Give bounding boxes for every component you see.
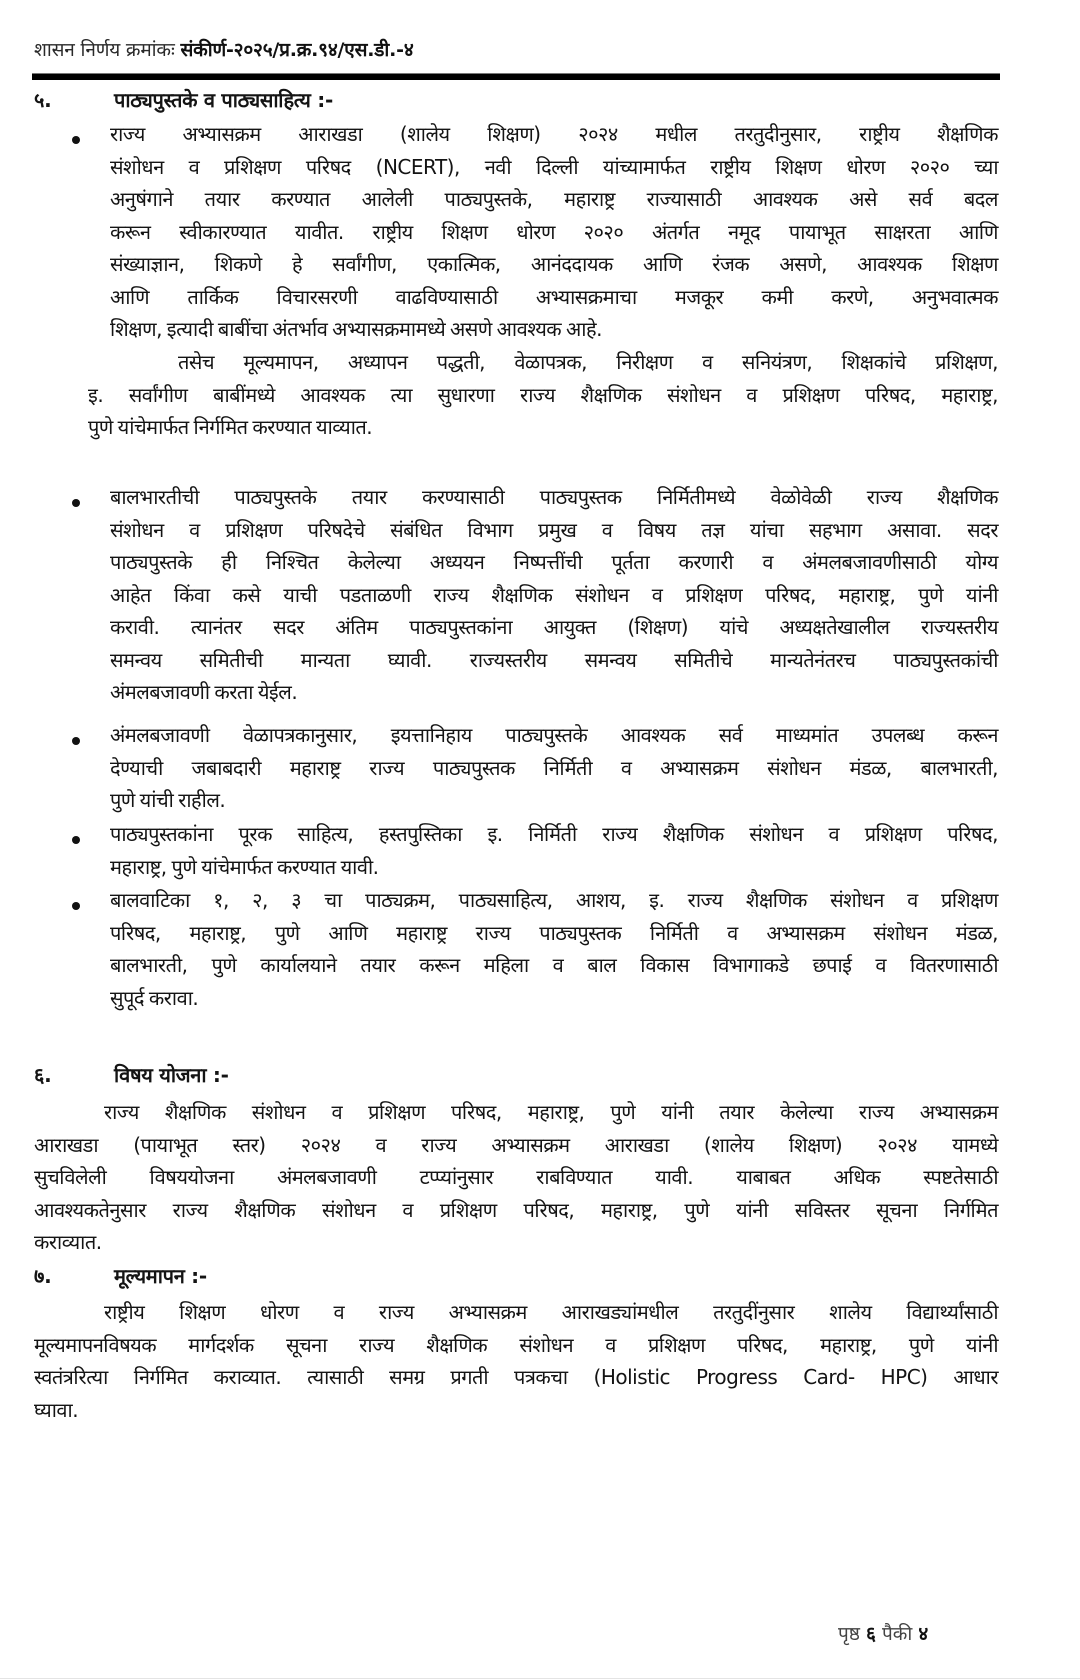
- section-5-bullet-5: [110, 884, 998, 1014]
- section-7-body: [34, 1296, 998, 1426]
- text-line: बालवाटिका १, २, ३ चा पाठ्यक्रम, पाठ्यसाहित्य, आशय, इ. राज्य शैक्षणिक संशोधन व प्रशिक्षण: [110, 888, 998, 912]
- section-6-body: [34, 1096, 998, 1259]
- of-label: पैकी: [875, 1623, 919, 1645]
- text-line: आणि तार्किक विचारसरणी वाढविण्यासाठी अभ्यासक्रमाचा मजकूर कमी करणे, अनुभवात्मक: [110, 284, 998, 309]
- section-title: मूल्यमापन :-: [114, 1264, 207, 1288]
- text-line: राज्य शैक्षणिक संशोधन व प्रशिक्षण परिषद, महाराष्ट्र, पुणे यांनी तयार केलेल्या राज्य अभ्यासक्रम: [104, 1100, 998, 1124]
- section-6-heading: [34, 1061, 229, 1088]
- text-line: आवश्यकतेनुसार राज्य शैक्षणिक संशोधन व प्रशिक्षण परिषद, महाराष्ट्र, पुणे यांनी सविस्तर सूचना निर्गमित: [34, 1197, 998, 1222]
- page-bottom-edge: [0, 1678, 1080, 1679]
- text-line: इ. सर्वांगीण बाबींमध्ये आवश्यक त्या सुधारणा राज्य शैक्षणिक संशोधन व प्रशिक्षण परिषद, महाराष्ट्र,: [88, 382, 998, 407]
- text-line: संशोधन व प्रशिक्षण परिषद (NCERT), नवी दिल्ली यांच्यामार्फत राष्ट्रीय शिक्षण धोरण २०२० च्या: [110, 154, 998, 179]
- text-line: कराव्यात.: [34, 1230, 102, 1254]
- bullet-icon: [72, 836, 80, 844]
- text-line: अंमलबजावणी वेळापत्रकानुसार, इयत्तानिहाय पाठ्यपुस्तके आवश्यक सर्व माध्यमांत उपलब्ध करून: [110, 723, 998, 747]
- section-7-heading: [34, 1262, 207, 1289]
- section-5-bullet-1: [110, 118, 998, 346]
- text-line: पुणे यांचेमार्फत निर्गमित करण्यात याव्यात.: [88, 415, 373, 439]
- section-5-heading: [34, 86, 333, 113]
- text-line: तसेच मूल्यमापन, अध्यापन पद्धती, वेळापत्रक, निरीक्षण व सनियंत्रण, शिक्षकांचे प्रशिक्षण,: [178, 350, 998, 374]
- bullet-icon: [72, 902, 80, 910]
- text-line: घ्यावा.: [34, 1397, 79, 1422]
- bullet-icon: [72, 737, 80, 745]
- text-line: देण्याची जबाबदारी महाराष्ट्र राज्य पाठ्यपुस्तक निर्मिती व अभ्यासक्रम संशोधन मंडळ, बालभारती,: [110, 755, 998, 780]
- text-line: सुपूर्द करावा.: [110, 985, 199, 1010]
- current-page-number: ६: [866, 1623, 876, 1645]
- text-line: सुचविलेली विषययोजना अंमलबजावणी टप्प्यांनुसार राबविण्यात यावी. याबाबत अधिक स्पष्टतेसाठी: [34, 1165, 998, 1189]
- text-line: अंमलबजावणी करता येईल.: [110, 680, 298, 704]
- page-number-footer: [838, 1620, 928, 1646]
- text-line: आहेत किंवा कसे याची पडताळणी राज्य शैक्षणिक संशोधन व प्रशिक्षण परिषद, महाराष्ट्र, पुणे यांनी: [110, 582, 998, 607]
- page-label: पृष्ठ: [838, 1623, 867, 1645]
- text-line: आराखडा (पायाभूत स्तर) २०२४ व राज्य अभ्यासक्रम आराखडा (शालेय शिक्षण) २०२४ यामध्ये: [34, 1132, 998, 1157]
- text-line: संशोधन व प्रशिक्षण परिषदेचे संबंधित विभाग प्रमुख व विषय तज्ञ यांचा सहभाग असावा. सदर: [110, 517, 998, 542]
- text-line: राज्य अभ्यासक्रम आराखडा (शालेय शिक्षण) २०२४ मधील तरतुदीनुसार, राष्ट्रीय शैक्षणिक: [110, 122, 998, 146]
- header-rule: [32, 73, 1000, 80]
- text-line: संख्याज्ञान, शिकणे हे सर्वांगीण, एकात्मिक, आनंददायक आणि रंजक असणे, आवश्यक शिक्षण: [110, 252, 998, 276]
- text-line: अनुषंगाने तयार करण्यात आलेली पाठ्यपुस्तके, महाराष्ट्र राज्यासाठी आवश्यक असे सर्व बदल: [110, 187, 998, 211]
- text-line: पाठ्यपुस्तके ही निश्चित केलेल्या अध्ययन निष्पत्तींची पूर्तता करणारी व अंमलबजावणीसाठी योग्य: [110, 550, 998, 574]
- text-line: करावी. त्यानंतर सदर अंतिम पाठ्यपुस्तकांना आयुक्त (शिक्षण) यांचे अध्यक्षतेखालील राज्यस्तरीय: [110, 615, 998, 639]
- total-pages: ४: [918, 1623, 929, 1645]
- text-line: परिषद, महाराष्ट्र, पुणे आणि महाराष्ट्र राज्य पाठ्यपुस्तक निर्मिती व अभ्यासक्रम संशोधन मंडळ,: [110, 920, 998, 945]
- section-number: ६.: [34, 1063, 52, 1087]
- section-title: विषय योजना :-: [114, 1063, 229, 1087]
- text-line: समन्वय समितीची मान्यता घ्यावी. राज्यस्तरीय समन्वय समितीचे मान्यतेनंतरच पाठ्यपुस्तकांची: [110, 647, 998, 672]
- text-line: बालभारतीची पाठ्यपुस्तके तयार करण्यासाठी पाठ्यपुस्तक निर्मितीमध्ये वेळोवेळी राज्य शैक्षणिक: [110, 485, 998, 509]
- text-line: महाराष्ट्र, पुणे यांचेमार्फत करण्यात यावी.: [110, 854, 379, 879]
- text-line: पुणे यांची राहील.: [110, 788, 226, 812]
- bullet-icon: [72, 499, 80, 507]
- section-number: ५.: [34, 88, 52, 112]
- section-5-bullet-1-continuation: [88, 346, 998, 444]
- section-5-bullet-3: [110, 719, 998, 817]
- text-line: मूल्यमापनविषयक मार्गदर्शक सूचना राज्य शैक्षणिक संशोधन व प्रशिक्षण परिषद, महाराष्ट्र, पुणे यांनी: [34, 1332, 998, 1357]
- section-5-bullet-4: [110, 818, 998, 883]
- header-label: शासन निर्णय क्रमांकः: [34, 39, 181, 61]
- section-title: पाठ्यपुस्तके व पाठ्यसाहित्य :-: [114, 88, 333, 112]
- bullet-icon: [72, 136, 80, 144]
- text-line: स्वतंत्ररित्या निर्गमित कराव्यात. त्यासाठी समग्र प्रगती पत्रकचा (Holistic Progress Card- HPC) आधार: [34, 1365, 998, 1389]
- text-line: राष्ट्रीय शिक्षण धोरण व राज्य अभ्यासक्रम आराखड्यांमधील तरतुदींनुसार शालेय विद्यार्थ्यांसाठी: [104, 1300, 998, 1324]
- section-5-bullet-2: [110, 481, 998, 709]
- text-line: करून स्वीकारण्यात यावीत. राष्ट्रीय शिक्षण धोरण २०२० अंतर्गत नमूद पायाभूत साक्षरता आणि: [110, 219, 998, 244]
- gr-reference-number: संकीर्ण-२०२५/प्र.क्र.९४/एस.डी.-४: [180, 39, 414, 61]
- section-number: ७.: [34, 1264, 52, 1288]
- text-line: पाठ्यपुस्तकांना पूरक साहित्य, हस्तपुस्तिका इ. निर्मिती राज्य शैक्षणिक संशोधन व प्रशिक्षण परिषद,: [110, 822, 998, 846]
- text-line: शिक्षण, इत्यादी बाबींचा अंतर्भाव अभ्यासक्रमामध्ये असणे आवश्यक आहे.: [110, 317, 602, 341]
- document-header: [34, 36, 414, 62]
- text-line: बालभारती, पुणे कार्यालयाने तयार करून महिला व बाल विकास विभागाकडे छपाई व वितरणासाठी: [110, 953, 998, 977]
